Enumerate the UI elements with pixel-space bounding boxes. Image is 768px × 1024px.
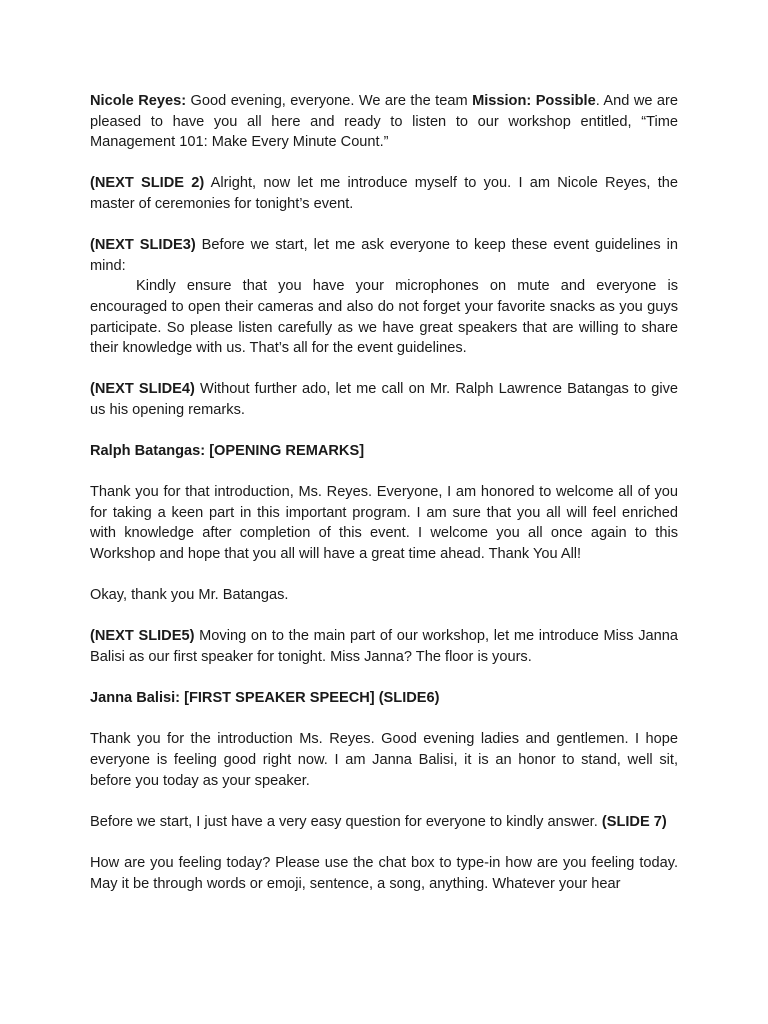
paragraph-opening-remarks: Thank you for that introduction, Ms. Reyes. Everyone, I am honored to welcome all of you for taking a keen part in this important program. I am sure that you all will feel enriched with knowledge after completion of this event. I welcome you all once again to this Workshop and hope that you all will have a great time ahead. Thank You All! <box>90 484 678 563</box>
document-page <box>90 91 678 894</box>
paragraph-text: . And we are pleased to have you all here and ready to listen to our workshop entitled, “Time Management 101: Make Every Minute Count.” <box>90 93 679 151</box>
paragraph-text: Good evening, everyone. We are the team <box>186 93 473 109</box>
paragraph-feeling-question: How are you feeling today? Please use the chat box to type-in how are you feeling today. May it be through words or emoji, sentence, a song, anything. Whatever your hear <box>90 854 678 892</box>
team-name: Mission: Possible <box>472 93 596 109</box>
paragraph-text: Alright, now let me introduce myself to you. I am Nicole Reyes, the master of ceremonies for tonight’s event. <box>90 175 679 212</box>
section-heading-first-speaker: Janna Balisi: [FIRST SPEAKER SPEECH] (SLIDE6) <box>90 690 440 707</box>
paragraph-nicole-welcome <box>90 91 678 153</box>
paragraph-janna-intro: Thank you for the introduction Ms. Reyes. Good evening ladies and gentlemen. I hope everyone is feeling good right now. I am Janna Balisi, it is an honor to stand, well sit, before you today as your speaker. <box>90 731 678 789</box>
paragraph-clip <box>90 853 678 894</box>
paragraph-question <box>90 812 678 833</box>
slide-cue: (NEXT SLIDE4) <box>90 381 195 398</box>
paragraph-slide-5 <box>90 626 678 667</box>
paragraph-text: Kindly ensure that you have your microphones on mute and everyone is encouraged to open their cameras and also do not forget your favorite snacks as you guys participate. So please listen carefully as we have great speakers that are willing to share their knowledge with us. That’s all for the event guidelines. <box>90 278 678 357</box>
slide-cue: (NEXT SLIDE5) <box>90 628 195 645</box>
section-heading-opening-remarks: Ralph Batangas: [OPENING REMARKS] <box>90 443 365 460</box>
paragraph-text: Without further ado, let me call on Mr. Ralph Lawrence Batangas to give us his opening remarks. <box>90 381 678 418</box>
slide-cue: (SLIDE 7) <box>601 813 667 830</box>
slide-cue: (NEXT SLIDE 2) <box>90 175 205 192</box>
paragraph-slide-4 <box>90 379 678 420</box>
paragraph-slide-2 <box>90 173 678 214</box>
paragraph-event-guidelines <box>90 276 678 358</box>
slide-cue: (NEXT SLIDE3) <box>90 237 196 254</box>
paragraph-text: Moving on to the main part of our workshop, let me introduce Miss Janna Balisi as our first speaker for tonight. Miss Janna? The floor is yours. <box>90 628 678 666</box>
speaker-name: Nicole Reyes: <box>90 93 187 109</box>
paragraph-slide-3 <box>90 235 678 276</box>
paragraph-thank-you: Okay, thank you Mr. Batangas. <box>90 587 289 604</box>
paragraph-text: Before we start, let me ask everyone to keep these event guidelines in mind: <box>90 237 678 274</box>
paragraph-text: Before we start, I just have a very easy question for everyone to kindly answer. <box>90 813 602 830</box>
